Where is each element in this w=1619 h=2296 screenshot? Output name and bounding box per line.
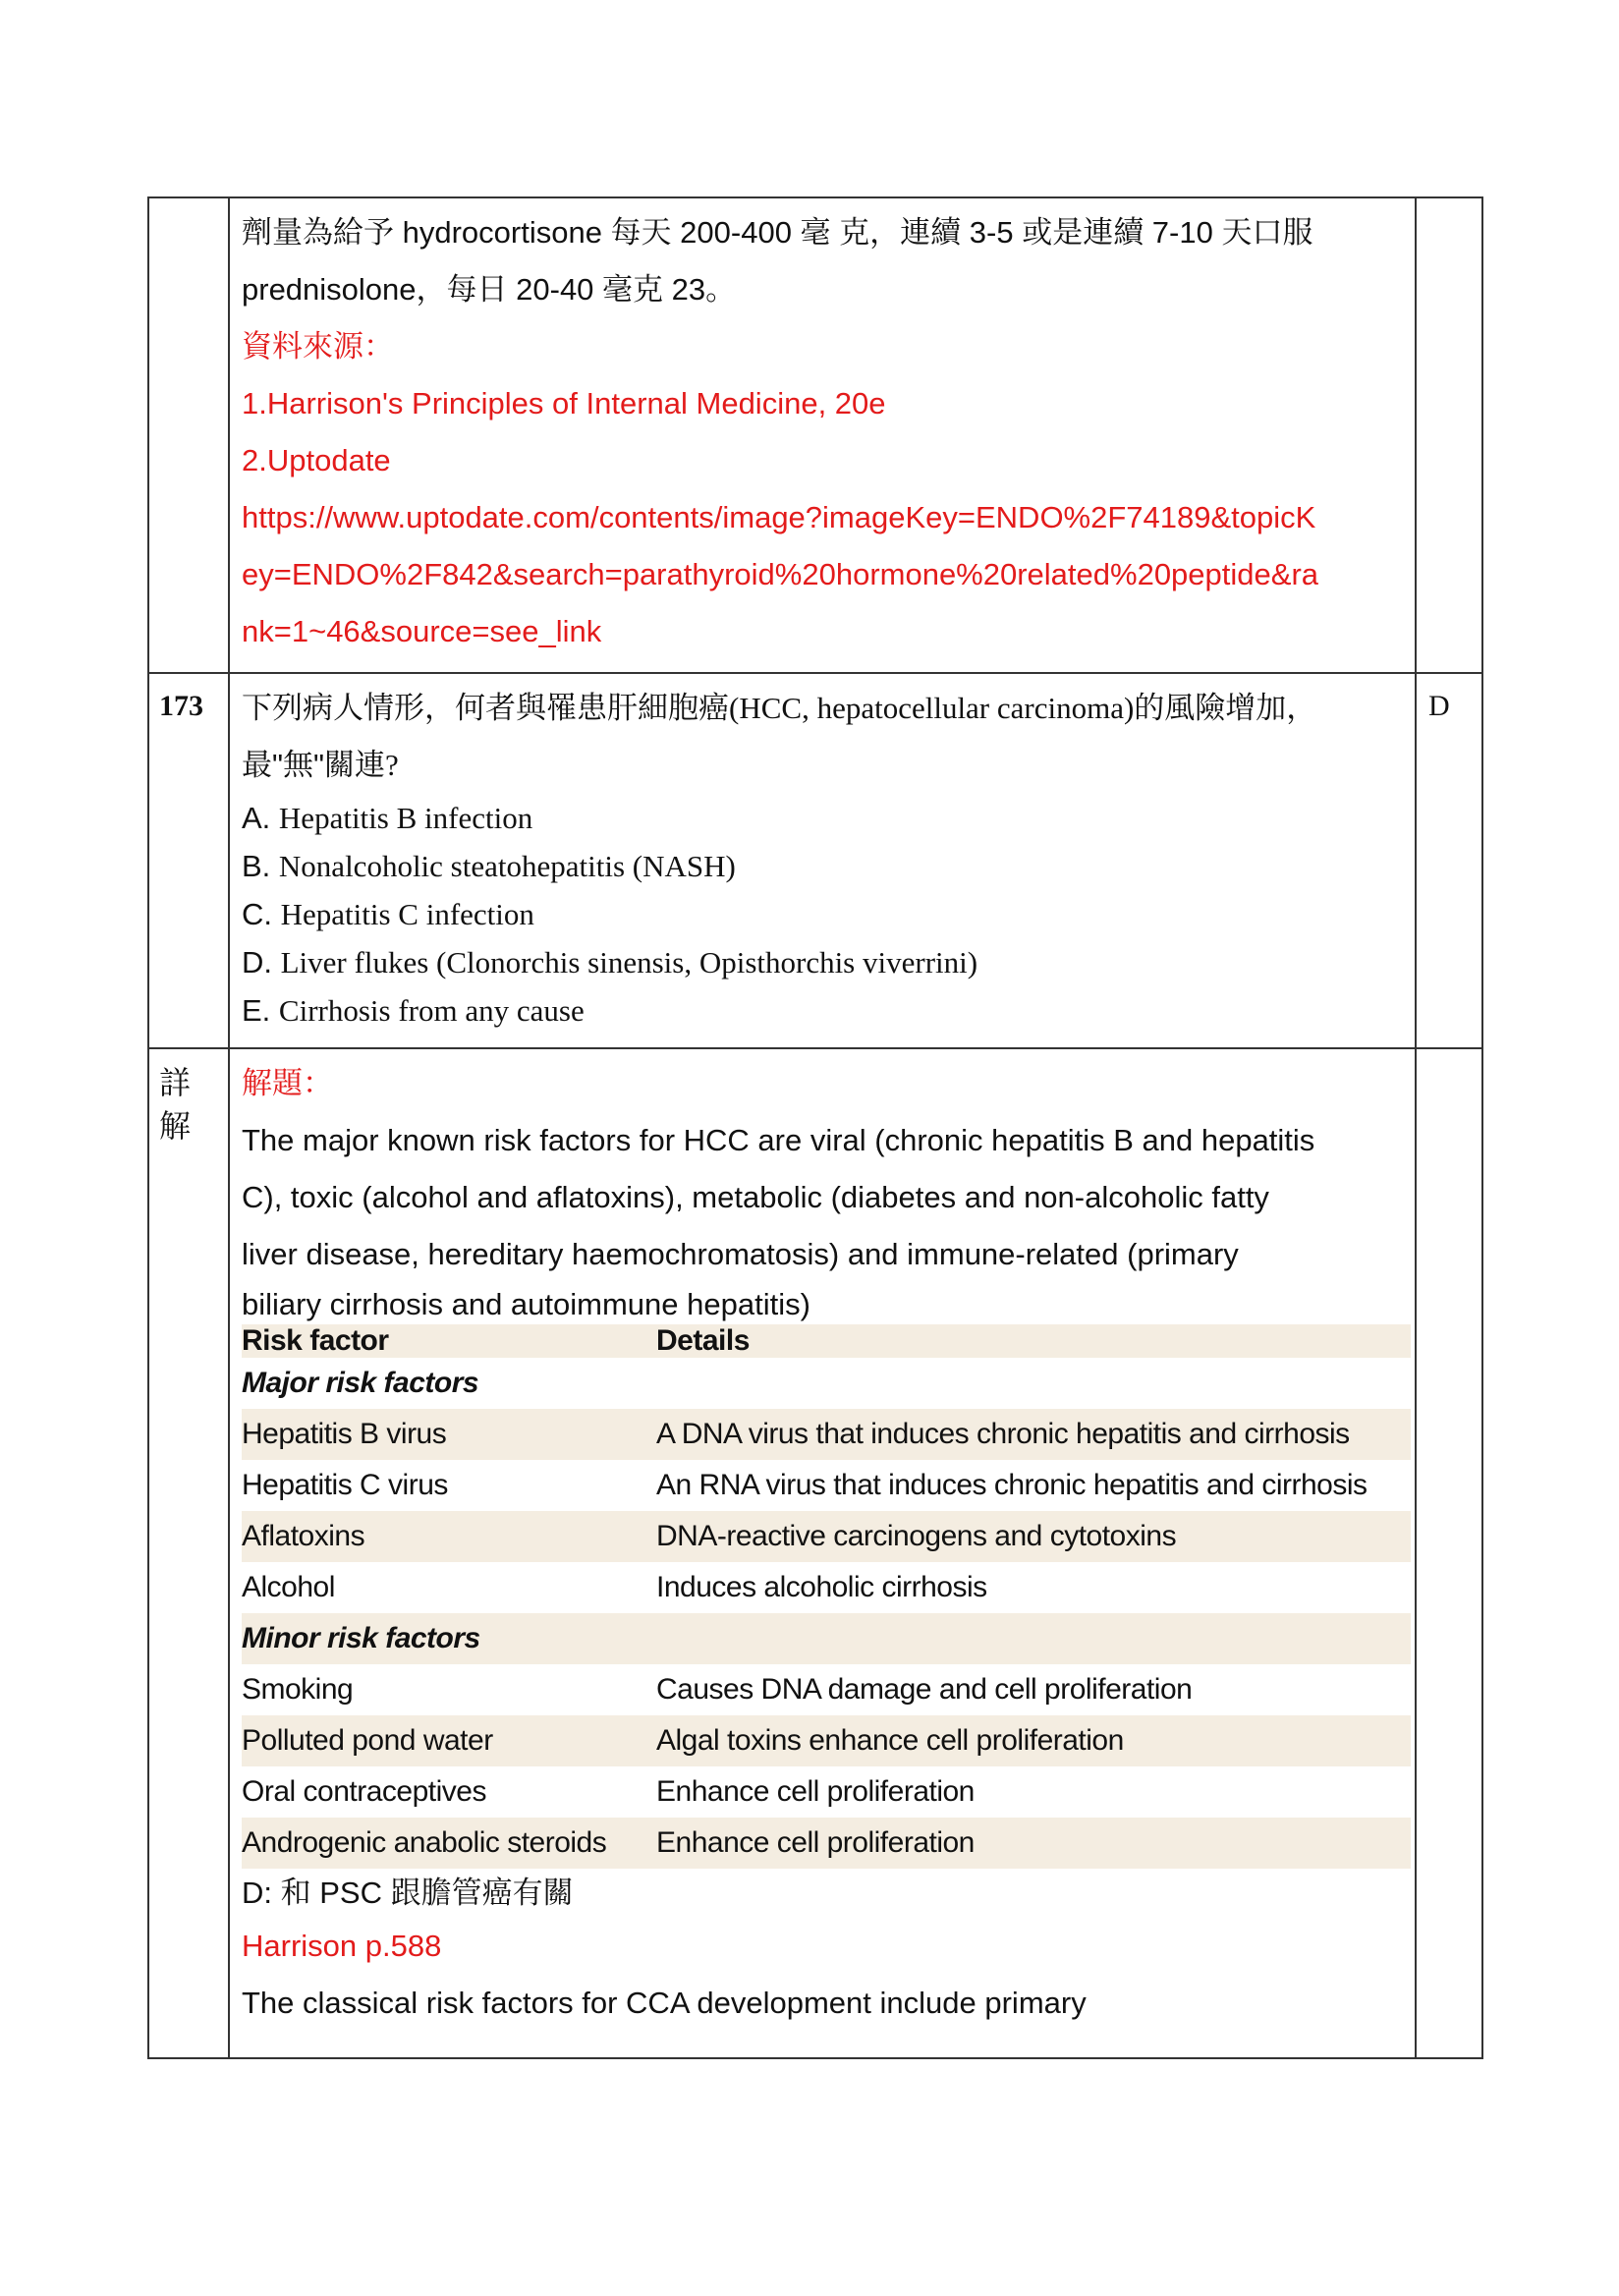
question-content-cell — [229, 673, 1416, 1048]
explanation-side-label — [149, 1049, 195, 1148]
minor-risk-section — [242, 1613, 1411, 1664]
harrison-reference: Harrison p.588 — [242, 1929, 442, 1963]
option-letter: D. — [242, 945, 272, 980]
question-text-line-2 — [242, 737, 1405, 794]
question-number: 173 — [159, 690, 203, 722]
option-letter: E. — [242, 993, 271, 1028]
major-risk-section — [242, 1358, 1411, 1409]
explanation-content-cell — [229, 1048, 1416, 2058]
option-text: Hepatitis C infection — [280, 897, 534, 931]
question-text-1c: 的風險增加， — [1134, 691, 1317, 725]
option-letter: C. — [242, 897, 272, 931]
risk-details-cell: Causes DNA damage and cell proliferation — [656, 1673, 1193, 1706]
side-label-char-1: 詳 — [159, 1065, 192, 1100]
risk-factor-cell: Smoking — [242, 1673, 354, 1706]
table-row — [242, 1562, 1411, 1613]
risk-details-cell: Enhance cell proliferation — [656, 1818, 1411, 1869]
source-label: 資料來源： — [242, 329, 394, 364]
explanation-para-line-3: liver disease, hereditary haemochromatosis) and immune-related (primary — [242, 1237, 1239, 1271]
explanation-para-line-1: The major known risk factors for HCC are viral (chronic hepatitis B and hepatitis — [242, 1123, 1315, 1157]
option-text: Cirrhosis from any cause — [278, 993, 585, 1028]
option-text: Hepatitis B infection — [278, 801, 533, 835]
explanation-heading: 解題： — [242, 1066, 333, 1100]
risk-factor-cell: Hepatitis C virus — [242, 1469, 448, 1501]
url-line-2: ey=ENDO%2F842&search=parathyroid%20hormone%20related%20peptide&ra — [242, 557, 1319, 591]
table-row — [242, 1460, 1411, 1511]
question-row — [148, 673, 1482, 1048]
risk-factor-cell: Alcohol — [242, 1571, 335, 1603]
header-details: Details — [656, 1324, 1411, 1358]
explanation-para-line-4: biliary cirrhosis and autoimmune hepatitis) — [242, 1287, 810, 1321]
question-text-1a: 下列病人情形，何者與罹患肝細胞癌 — [242, 691, 729, 725]
table-row — [242, 1766, 1411, 1818]
explanation-para-line-2: C), toxic (alcohol and aflatoxins), metabolic (diabetes and non-alcoholic fatty — [242, 1180, 1269, 1214]
table-row — [242, 1715, 1411, 1766]
option-e — [242, 986, 1405, 1035]
risk-details-cell: Enhance cell proliferation — [656, 1775, 975, 1808]
side-label-char-2: 解 — [159, 1108, 192, 1144]
risk-factor-cell: Oral contraceptives — [242, 1775, 486, 1808]
explanation-last-line: The classical risk factors for CCA development include primary — [242, 1986, 1087, 2020]
question-number-cell — [148, 673, 229, 1048]
table-row — [242, 1409, 1411, 1460]
url-line-3: nk=1~46&source=see_link — [242, 614, 602, 648]
explanation-row — [148, 1048, 1482, 2058]
reference-harrison: 1.Harrison's Principles of Internal Medicine, 20e — [242, 386, 886, 420]
option-text: Liver flukes (Clonorchis sinensis, Opisthorchis viverrini) — [280, 945, 978, 980]
option-d — [242, 938, 1405, 986]
question-text-line-1 — [242, 680, 1405, 737]
reference-uptodate: 2.Uptodate — [242, 443, 391, 477]
risk-factor-cell: Polluted pond water — [242, 1715, 656, 1766]
option-letter: B. — [242, 849, 271, 883]
option-a — [242, 794, 1405, 842]
explanation-label-cell — [148, 1048, 229, 2058]
table-row — [242, 1664, 1411, 1715]
risk-factor-cell: Hepatitis B virus — [242, 1409, 656, 1460]
question-text-2b: ? — [385, 748, 399, 782]
qa-table — [147, 196, 1483, 2059]
continuation-content-cell — [229, 197, 1416, 673]
risk-factor-cell: Androgenic anabolic steroids — [242, 1818, 656, 1869]
url-line-1: https://www.uptodate.com/contents/image?imageKey=ENDO%2F74189&topicK — [242, 500, 1316, 534]
header-risk-factor: Risk factor — [242, 1324, 656, 1358]
risk-details-cell: Induces alcoholic cirrhosis — [656, 1571, 987, 1603]
explanation-answer-cell-empty — [1416, 1048, 1482, 2058]
major-risk-label: Major risk factors — [242, 1367, 479, 1399]
risk-details-cell: An RNA virus that induces chronic hepatitis and cirrhosis — [656, 1469, 1368, 1501]
risk-table-header — [242, 1324, 1411, 1358]
dosage-line-1: 劑量為給予 hydrocortisone 每天 200-400 毫 克，連續 3-5 或是連續 7-10 天口服 — [242, 215, 1313, 250]
question-text-2a: 最"無"關連 — [242, 748, 386, 782]
option-c — [242, 890, 1405, 938]
risk-details-cell: DNA-reactive carcinogens and cytotoxins — [656, 1511, 1411, 1562]
explanation-note: D: 和 PSC 跟膽管癌有關 — [242, 1876, 574, 1910]
question-text-1b: (HCC, hepatocellular carcinoma) — [729, 691, 1135, 725]
risk-factor-table — [242, 1324, 1411, 1869]
option-b — [242, 842, 1405, 890]
minor-risk-label: Minor risk factors — [242, 1613, 656, 1664]
number-cell-empty — [148, 197, 229, 673]
table-row — [242, 1511, 1411, 1562]
answer-cell-empty — [1416, 197, 1482, 673]
answer-letter: D — [1428, 690, 1450, 722]
dosage-line-2: prednisolone，每日 20-40 毫克 23。 — [242, 272, 737, 307]
answer-cell — [1416, 673, 1482, 1048]
risk-factor-cell: Aflatoxins — [242, 1511, 656, 1562]
option-text: Nonalcoholic steatohepatitis (NASH) — [278, 849, 736, 883]
continuation-row — [148, 197, 1482, 673]
table-row — [242, 1818, 1411, 1869]
risk-details-cell: Algal toxins enhance cell proliferation — [656, 1715, 1411, 1766]
option-letter: A. — [242, 801, 271, 835]
risk-details-cell: A DNA virus that induces chronic hepatitis and cirrhosis — [656, 1409, 1411, 1460]
